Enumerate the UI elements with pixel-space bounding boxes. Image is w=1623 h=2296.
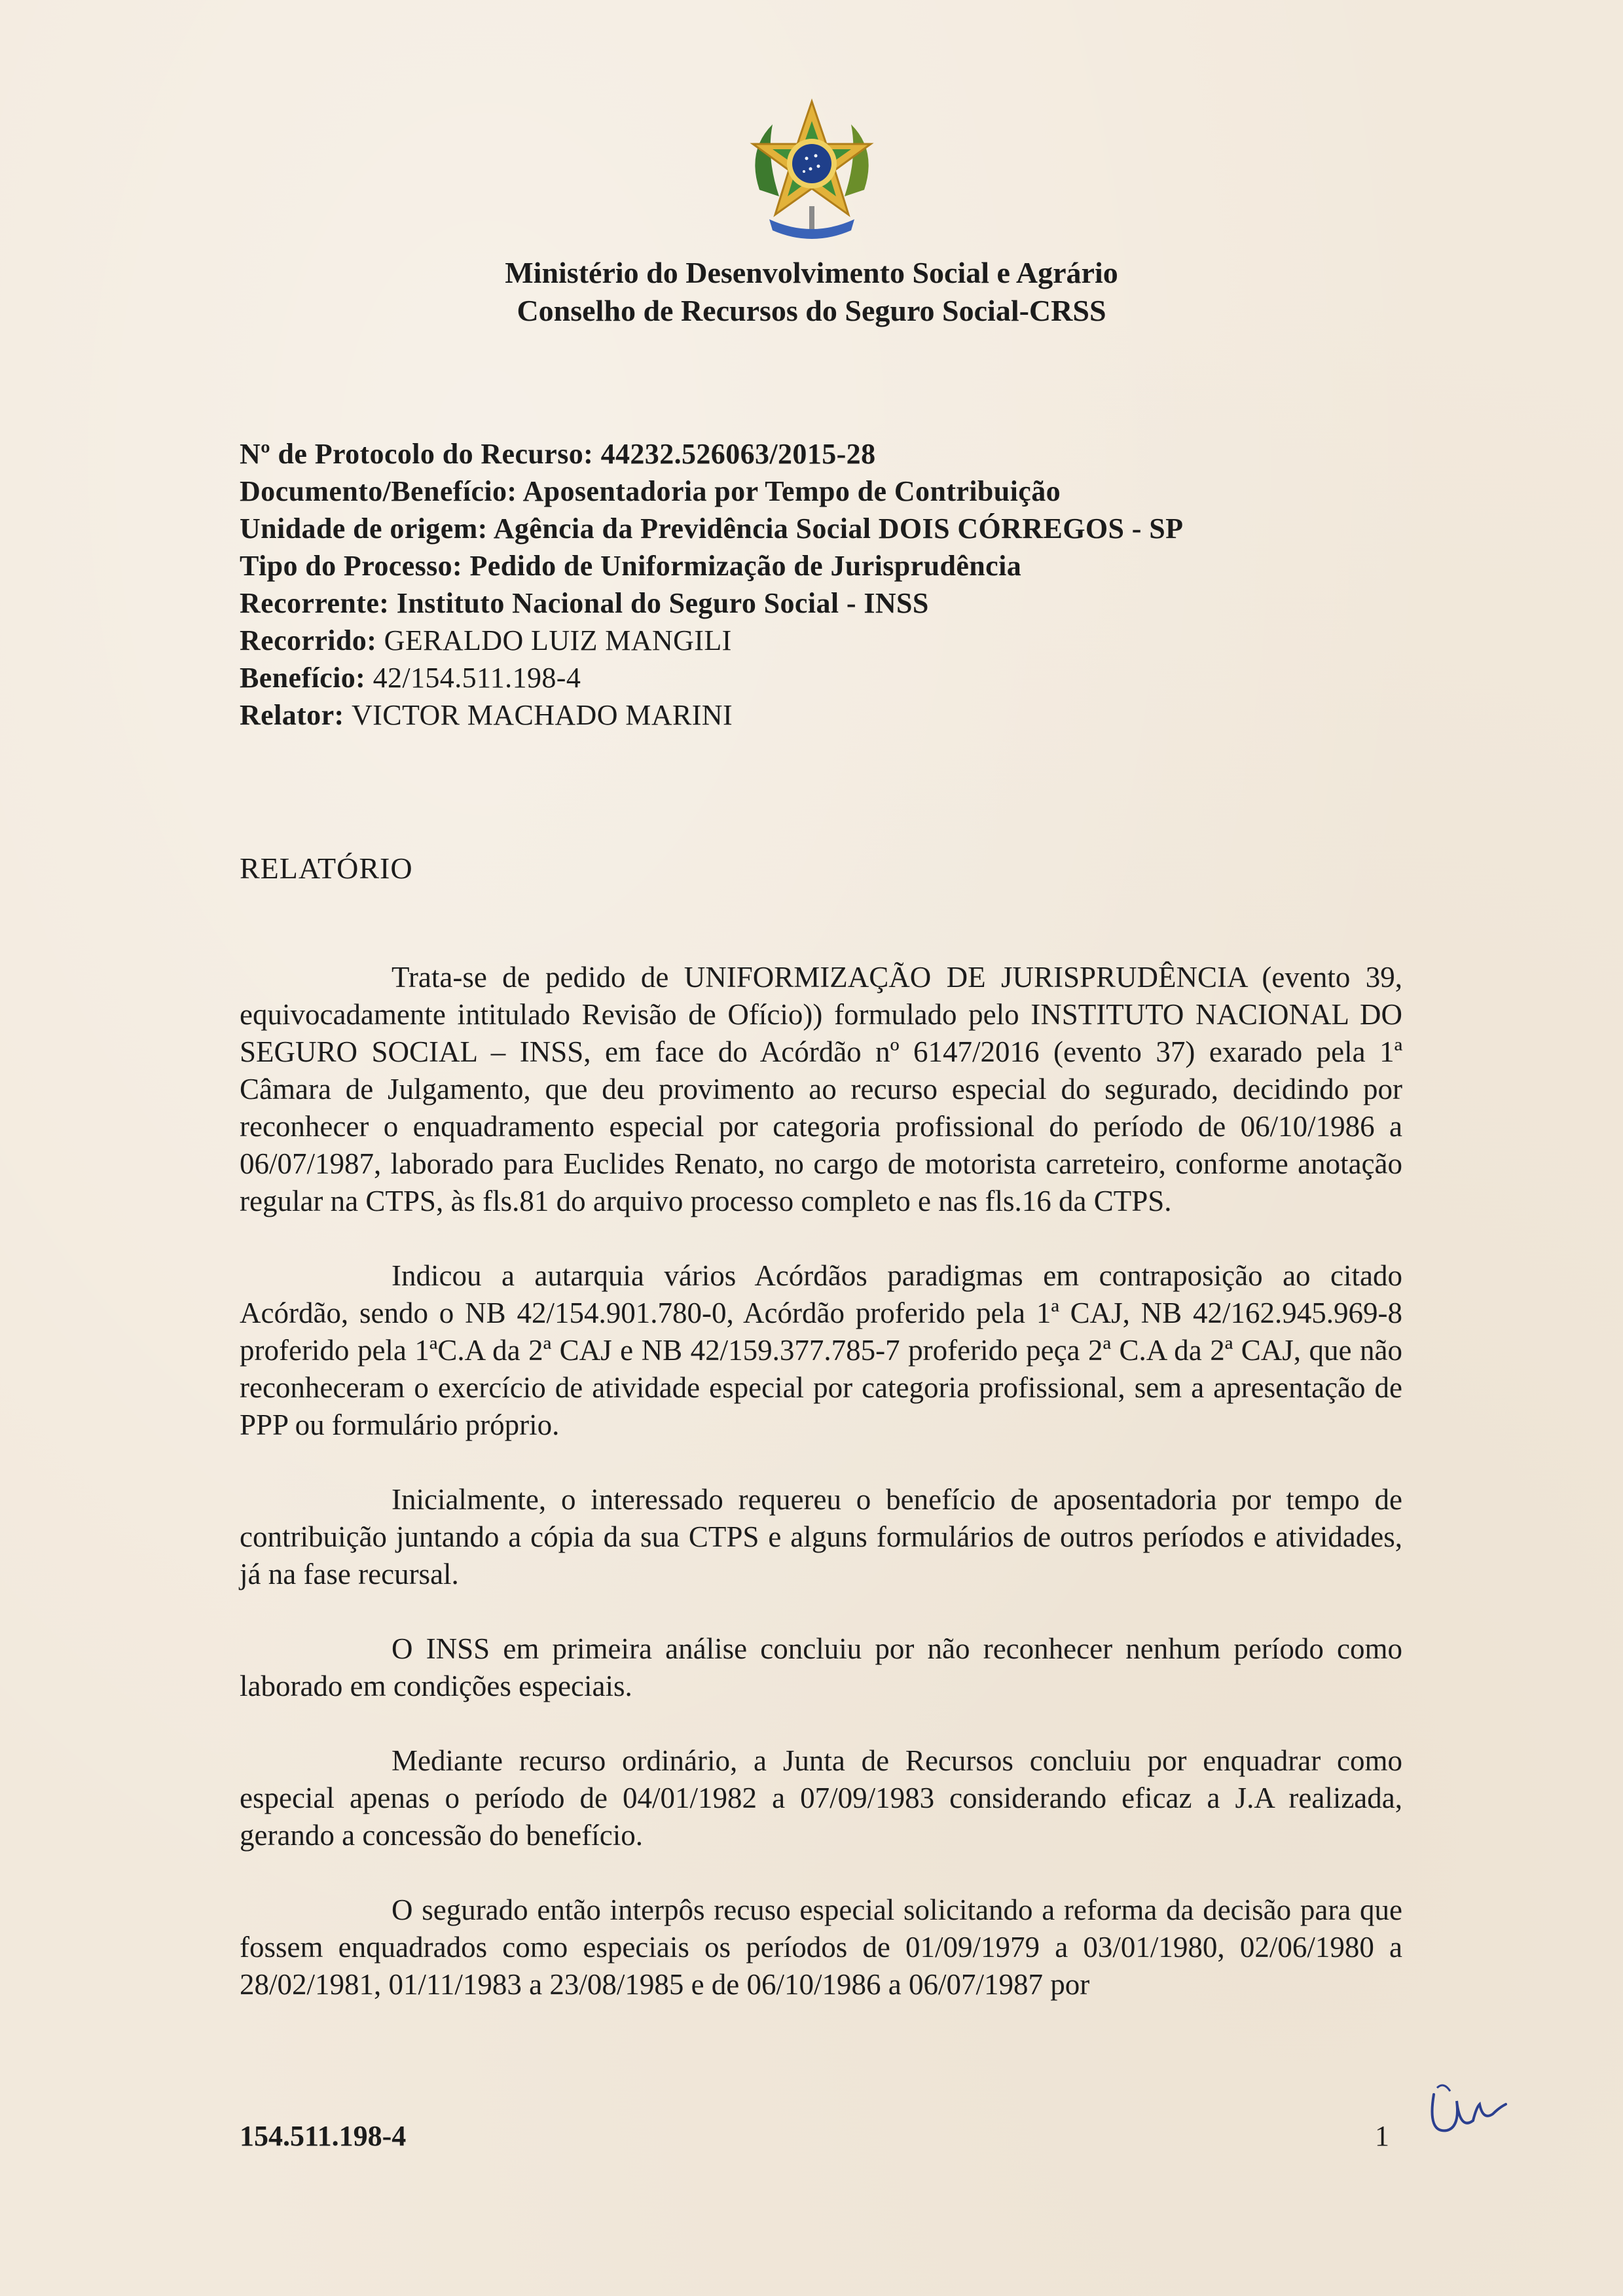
- appellant-row: [240, 584, 1418, 622]
- page-number: 1: [1375, 2120, 1389, 2152]
- brazil-coat-of-arms-icon: [733, 92, 890, 249]
- paragraph: O segurado então interpôs recuso especial solicitando a reforma da decisão para que fossem enquadrados como especiais os períodos de 01/09/1979 a 03/01/1980, 02/06/1980 a 28/02/1981, 01/11/1983 a 23/08/1985 e de 06/10/1986 a 06/07/1987 por: [240, 1893, 1402, 2001]
- rapporteur-value: VICTOR MACHADO MARINI: [351, 699, 733, 731]
- benefit-row: [240, 659, 1418, 696]
- paragraph: Trata-se de pedido de UNIFORMIZAÇÃO DE JURISPRUDÊNCIA (evento 39, equivocadamente intitulado Revisão de Ofício)) formulado pelo INSTITUTO NACIONAL DO SEGURO SOCIAL – INSS, em face do Acórdão nº 6147/2016 (evento 37) exarado pela 1ª Câmara de Julgamento, que deu provimento ao recurso especial do segurado, decidindo por reconhecer o enquadramento especial por categoria profissional do período de 06/10/1986 a 06/07/1987, laborado para Euclides Renato, no cargo de motorista carreteiro, conforme anotação regular na CTPS, às fls.81 do arquivo processo completo e nas fls.16 da CTPS.: [240, 961, 1402, 1217]
- appellee-label: Recorrido:: [240, 624, 377, 656]
- footer-benefit-number: 154.511.198-4: [240, 2120, 407, 2152]
- protocol-row: [240, 435, 1418, 473]
- paragraph: Inicialmente, o interessado requereu o benefício de aposentadoria por tempo de contribuição juntando a cópia da sua CTPS e alguns formulários de outros períodos e atividades, já na fase recursal.: [240, 1483, 1402, 1590]
- council-name: Conselho de Recursos do Seguro Social-CRSS: [517, 294, 1106, 327]
- document-label: Documento/Benefício:: [240, 475, 517, 507]
- origin-label: Unidade de origem:: [240, 512, 488, 545]
- appellant-value: Instituto Nacional do Seguro Social - INSS: [396, 587, 929, 619]
- ministry-name: Ministério do Desenvolvimento Social e Agrário: [505, 256, 1118, 289]
- document-row: [240, 473, 1418, 510]
- benefit-value: 42/154.511.198-4: [373, 662, 581, 694]
- process-value: Pedido de Uniformização de Jurisprudência: [469, 550, 1022, 582]
- protocol-value: 44232.526063/2015-28: [600, 438, 876, 470]
- section-heading: RELATÓRIO: [240, 852, 413, 885]
- document-header: [0, 254, 1623, 330]
- process-type-row: [240, 547, 1418, 584]
- paragraph: O INSS em primeira análise concluiu por não reconhecer nenhum período como laborado em condições especiais.: [240, 1632, 1402, 1702]
- rapporteur-row: [240, 696, 1418, 734]
- paragraph: Indicou a autarquia vários Acórdãos paradigmas em contraposição ao citado Acórdão, sendo o NB 42/154.901.780-0, Acórdão proferido pela 1ª CAJ, NB 42/162.945.969-8 proferido pela 1ªC.A da 2ª CAJ e NB 42/159.377.785-7 proferido peça 2ª C.A da 2ª CAJ, que não reconheceram o exercício de atividade especial por categoria profissional, sem a apresentação de PPP ou formulário próprio.: [240, 1259, 1402, 1441]
- case-metadata: [240, 435, 1418, 734]
- signature-icon: [1421, 2075, 1512, 2147]
- appellee-row: [240, 622, 1418, 659]
- appellant-label: Recorrente:: [240, 587, 390, 619]
- appellee-value: GERALDO LUIZ MANGILI: [384, 624, 732, 656]
- benefit-label: Benefício:: [240, 662, 366, 694]
- report-body: [240, 959, 1402, 2041]
- origin-row: [240, 510, 1418, 547]
- paragraph: Mediante recurso ordinário, a Junta de Recursos concluiu por enquadrar como especial apenas o período de 04/01/1982 a 07/09/1983 considerando eficaz a J.A realizada, gerando a concessão do benefício.: [240, 1744, 1402, 1852]
- protocol-label: Nº de Protocolo do Recurso:: [240, 438, 594, 470]
- rapporteur-label: Relator:: [240, 699, 344, 731]
- process-label: Tipo do Processo:: [240, 550, 463, 582]
- document-value: Aposentadoria por Tempo de Contribuição: [522, 475, 1061, 507]
- origin-value: Agência da Previdência Social DOIS CÓRREGOS - SP: [493, 512, 1184, 545]
